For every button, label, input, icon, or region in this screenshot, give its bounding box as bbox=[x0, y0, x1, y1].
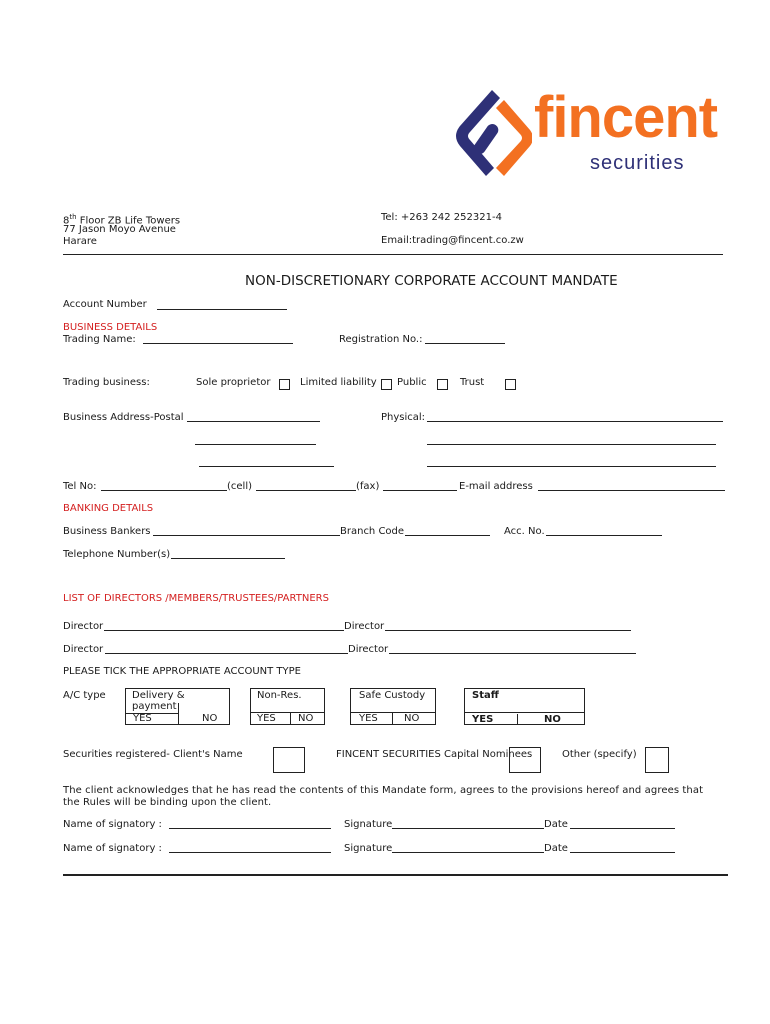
form-title: NON-DISCRETIONARY CORPORATE ACCOUNT MANDATE bbox=[245, 273, 618, 289]
ac-type-safe-custody-title: Safe Custody bbox=[359, 690, 426, 701]
business-details-heading: BUSINESS DETAILS bbox=[63, 322, 158, 333]
address-line-3: Harare bbox=[63, 236, 97, 247]
ac-type-staff-divider bbox=[464, 712, 585, 713]
signatory-name-field-1[interactable] bbox=[169, 828, 331, 829]
trading-business-label: Trading business: bbox=[63, 377, 150, 388]
address-postal-field-2[interactable] bbox=[195, 444, 316, 445]
signature-field-1[interactable] bbox=[392, 828, 544, 829]
banking-details-heading: BANKING DETAILS bbox=[63, 503, 154, 514]
bankers-field[interactable] bbox=[153, 535, 340, 536]
signature-field-2[interactable] bbox=[392, 852, 544, 853]
account-type-label: A/C type bbox=[63, 690, 106, 701]
director-field-4[interactable] bbox=[389, 653, 636, 654]
trading-name-field[interactable] bbox=[143, 343, 293, 344]
physical-field-2[interactable] bbox=[427, 444, 716, 445]
ac-type-non-res-yes[interactable]: YES bbox=[257, 713, 276, 724]
fincent-logo-icon bbox=[450, 86, 532, 180]
checkbox-sole-proprietor[interactable] bbox=[279, 379, 290, 390]
footer-divider bbox=[63, 874, 728, 876]
branch-code-field[interactable] bbox=[405, 535, 490, 536]
bankers-label: Business Bankers bbox=[63, 526, 151, 537]
account-type-instruction: PLEASE TICK THE APPROPRIATE ACCOUNT TYPE bbox=[63, 666, 301, 677]
account-number-field[interactable] bbox=[157, 309, 287, 310]
ac-type-delivery-payment-sep bbox=[178, 703, 179, 725]
address-postal-field-1[interactable] bbox=[187, 421, 320, 422]
ac-type-staff-sep bbox=[517, 714, 518, 725]
ac-type-non-res-sep bbox=[290, 712, 291, 725]
signatory-name-field-2[interactable] bbox=[169, 852, 331, 853]
telephone-numbers-field[interactable] bbox=[171, 558, 285, 559]
directors-heading: LIST OF DIRECTORS /MEMBERS/TRUSTEES/PARTNERS bbox=[63, 593, 329, 604]
director-label-4: Director bbox=[348, 644, 389, 655]
checkbox-public[interactable] bbox=[437, 379, 448, 390]
fax-label: (fax) bbox=[356, 481, 380, 492]
contact-tel: Tel: +263 242 252321-4 bbox=[381, 212, 502, 223]
ac-type-safe-custody-sep bbox=[392, 712, 393, 725]
registration-field[interactable] bbox=[425, 343, 505, 344]
physical-field-3[interactable] bbox=[427, 466, 716, 467]
header-divider bbox=[63, 254, 723, 255]
ac-type-non-res-no[interactable]: NO bbox=[298, 713, 314, 724]
tel-field[interactable] bbox=[101, 490, 227, 491]
director-label-1: Director bbox=[63, 621, 104, 632]
ac-type-safe-custody-no[interactable]: NO bbox=[404, 713, 420, 724]
acc-no-field[interactable] bbox=[546, 535, 662, 536]
checkbox-other[interactable] bbox=[645, 747, 669, 773]
cell-label: (cell) bbox=[227, 481, 253, 492]
ac-type-staff-title: Staff bbox=[472, 690, 499, 701]
date-field-1[interactable] bbox=[570, 828, 675, 829]
checkbox-limited-liability[interactable] bbox=[381, 379, 392, 390]
physical-label: Physical: bbox=[381, 412, 426, 423]
director-field-2[interactable] bbox=[385, 630, 631, 631]
address-postal-label: Business Address-Postal bbox=[63, 412, 184, 423]
brand-name: fincent bbox=[534, 85, 718, 150]
checkbox-trust[interactable] bbox=[505, 379, 516, 390]
other-specify-label: Other (specify) bbox=[562, 749, 637, 760]
ac-type-safe-custody-yes[interactable]: YES bbox=[359, 713, 378, 724]
address-postal-field-3[interactable] bbox=[199, 466, 334, 467]
signatory-name-label-2: Name of signatory : bbox=[63, 843, 162, 854]
account-number-label: Account Number bbox=[63, 299, 147, 310]
physical-field-1[interactable] bbox=[427, 421, 723, 422]
acknowledgement-text: The client acknowledges that he has read the contents of this Mandate form, agrees to the provisions hereof and agrees that the Rules will be binding upon the client. bbox=[63, 785, 704, 808]
ac-type-non-res-title: Non-Res. bbox=[257, 690, 302, 701]
address-line-2: 77 Jason Moyo Avenue bbox=[63, 224, 176, 235]
date-label-2: Date bbox=[544, 843, 568, 854]
cell-field[interactable] bbox=[256, 490, 356, 491]
date-field-2[interactable] bbox=[570, 852, 675, 853]
email-label: E-mail address bbox=[459, 481, 533, 492]
ac-type-delivery-payment-no[interactable]: NO bbox=[202, 713, 218, 724]
option-sole-proprietor: Sole proprietor bbox=[196, 377, 271, 388]
option-public: Public bbox=[397, 377, 427, 388]
signatory-name-label-1: Name of signatory : bbox=[63, 819, 162, 830]
registration-label: Registration No.: bbox=[339, 334, 423, 345]
brand-tagline: securities bbox=[590, 152, 685, 174]
ac-type-delivery-payment-title: Delivery & payment bbox=[132, 690, 185, 712]
ac-type-staff-no[interactable]: NO bbox=[544, 714, 561, 725]
telephone-numbers-label: Telephone Number(s) bbox=[63, 549, 171, 560]
checkbox-nominees[interactable] bbox=[509, 747, 541, 773]
acc-no-label: Acc. No. bbox=[504, 526, 545, 537]
director-label-3: Director bbox=[63, 644, 104, 655]
director-label-2: Director bbox=[344, 621, 385, 632]
branch-code-label: Branch Code bbox=[340, 526, 405, 537]
trading-name-label: Trading Name: bbox=[63, 334, 136, 345]
director-field-3[interactable] bbox=[105, 653, 348, 654]
client-name-label: Securities registered- Client's Name bbox=[63, 749, 243, 760]
tel-label: Tel No: bbox=[63, 481, 97, 492]
option-limited-liability: Limited liability bbox=[300, 377, 377, 388]
checkbox-client-name[interactable] bbox=[273, 747, 305, 773]
address-line-1: 8th Floor ZB Life Towers bbox=[63, 213, 181, 227]
ac-type-delivery-payment-yes[interactable]: YES bbox=[133, 713, 152, 724]
contact-email: Email:trading@fincent.co.zw bbox=[381, 235, 524, 246]
brand-logo bbox=[450, 85, 718, 180]
email-field[interactable] bbox=[538, 490, 725, 491]
option-trust: Trust bbox=[460, 377, 485, 388]
nominees-label: FINCENT SECURITIES Capital Nominees bbox=[336, 749, 533, 760]
signature-label-1: Signature bbox=[344, 819, 393, 830]
date-label-1: Date bbox=[544, 819, 568, 830]
ac-type-staff-yes[interactable]: YES bbox=[472, 714, 494, 725]
fax-field[interactable] bbox=[383, 490, 457, 491]
signature-label-2: Signature bbox=[344, 843, 393, 854]
director-field-1[interactable] bbox=[104, 630, 344, 631]
